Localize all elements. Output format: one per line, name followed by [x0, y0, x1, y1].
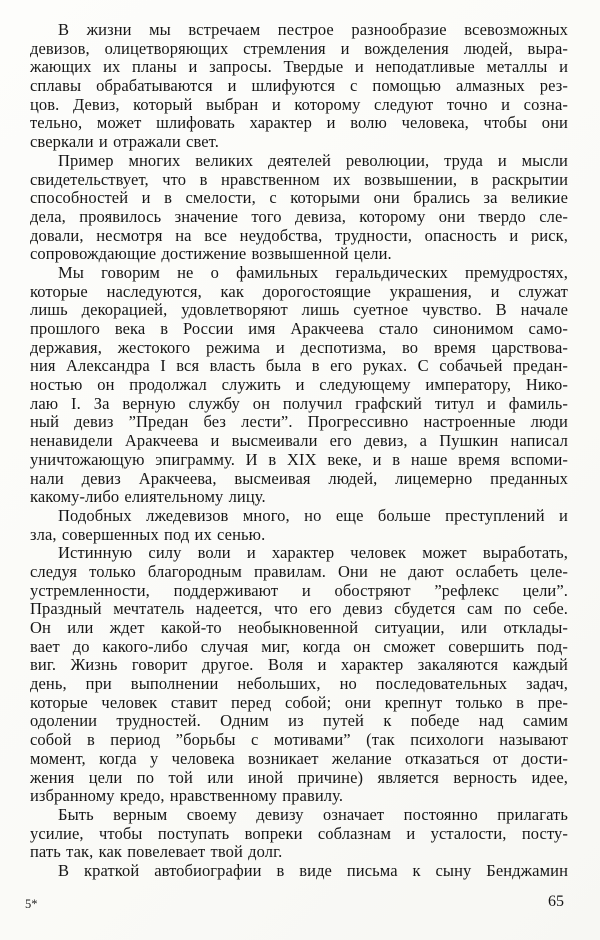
text-line: собой в период ”борьбы с мотивами” (так психологи называют — [30, 730, 568, 750]
page-number: 65 — [548, 893, 564, 910]
paragraph — [30, 507, 568, 544]
text-line: Быть верным своему девизу означает постоянно прилагать — [58, 804, 568, 824]
text-line: дела, проявилось значение того девиза, которому они твердо сле- — [30, 206, 568, 226]
text-line: Истинную силу воли и характер человек может выработать, — [58, 543, 568, 563]
text-line: тельно, может шлифовать характер и волю человека, чтобы они — [30, 113, 568, 133]
text-line: ния Александра I вся власть была в его руках. С собачьей предан- — [30, 356, 568, 376]
text-line: усилие, чтобы поступать вопреки соблазнам и усталости, посту- — [30, 823, 568, 843]
text-line: Мы говорим не о фамильных геральдических премудростях, — [58, 262, 568, 282]
text-line: прошлого века в России имя Аракчеева стало синонимом само- — [30, 319, 568, 338]
text-line: какому-либо елиятельному лицу. — [30, 487, 266, 507]
text-line: устремленности, поддерживают и обостряют ”рефлекс цели”. — [30, 580, 568, 600]
text-line: зла, совершенных под их сенью. — [30, 524, 266, 544]
text-line: Праздный мечтатель надеется, что его девиз сбудется сам по себе. — [30, 599, 568, 619]
paragraph — [30, 806, 568, 862]
text-line: свидетельствует, что в нравственном их возвышении, в раскрытии — [30, 169, 568, 189]
text-line: пать так, как повелевает твой долг. — [30, 842, 283, 862]
text-line: момент, когда у человека возникает желание отказаться от дости- — [30, 748, 568, 768]
text-line: В жизни мы встречаем пестрое разнообразие всевозможных — [58, 20, 568, 39]
paragraph — [30, 21, 568, 152]
text-line: лишь декорацией, удовлетворяют лишь суетное чувство. В начале — [30, 300, 568, 320]
text-line: девизов, олицетворяющих стремления и вожделения людей, выра- — [30, 38, 568, 58]
text-line: Он или ждет какой-то необыкновенной ситуации, или отклады- — [30, 618, 568, 637]
text-line: виг. Жизнь говорит другое. Воля и характер закаляются каждый — [30, 655, 568, 675]
text-line: одолении трудностей. Одним из путей к победе над самим — [30, 711, 568, 731]
paragraph — [30, 264, 568, 507]
text-line: В краткой автобиографии в виде письма к сыну Бенджамин — [58, 860, 568, 880]
text-line: сплавы обрабатываются и шлифуются с помощью алмазных рез- — [30, 76, 568, 96]
text-line: ный девиз ”Предан без лести”. Прогрессивно настроенные люди — [30, 412, 568, 432]
text-line: Пример многих великих деятелей революции, труда и мысли — [58, 150, 568, 170]
text-line: вает до какого-либо случая миг, когда он сможет совершить под- — [30, 636, 568, 656]
text-line: лаю I. За верную службу он получил графский титул и фамиль- — [30, 393, 568, 413]
text-line: цов. Девиз, который выбран и которому следуют точно и созна- — [30, 94, 568, 114]
text-column — [30, 21, 568, 881]
text-line: день, при выполнении небольших, но последовательных задач, — [30, 674, 568, 694]
text-line: способностей и в смелости, с которыми они брались за великие — [30, 188, 568, 208]
text-line: ностью он продолжал служить и следующему императору, Нико- — [30, 375, 568, 395]
text-line: довали, несмотря на все неудобства, трудности, опасность и риск, — [30, 225, 568, 245]
text-line: сопровождающие достижение возвышенной цели. — [30, 244, 392, 264]
text-line: жения цели по той или иной причине) является верность идее, — [30, 767, 568, 787]
text-line: которые наследуются, как дорогостоящие украшения, и служат — [30, 281, 568, 301]
text-line: которые человек ставит перед собой; они крепнут только в пре- — [30, 692, 568, 712]
text-line: уничтожающую эпиграмму. И в XIX веке, и в наше время вспоми- — [30, 449, 568, 469]
text-line: сверкали и отражали свет. — [30, 132, 219, 152]
text-line: нали девиз Аракчеева, высмеивая людей, лицемерно преданных — [30, 468, 568, 488]
text-line: избранному кредо, нравственному правилу. — [30, 786, 344, 806]
text-line: Подобных лжедевизов много, но еще больше преступлений и — [58, 505, 568, 525]
text-line: державия, жестокого режима и деспотизма, во время царствова- — [30, 337, 568, 357]
signature-mark: 5* — [25, 897, 38, 911]
text-line: жающих их планы и запросы. Твердые и неподатливые металлы и — [30, 57, 568, 77]
text-line: ненавидели Аракчеева и высмеивали его девиз, а Пушкин написал — [30, 431, 568, 451]
paragraph — [30, 544, 568, 806]
text-line: следуя только благородным правилам. Они не дают ослабеть целе- — [30, 561, 568, 581]
paragraph — [30, 862, 568, 881]
paragraph — [30, 152, 568, 264]
